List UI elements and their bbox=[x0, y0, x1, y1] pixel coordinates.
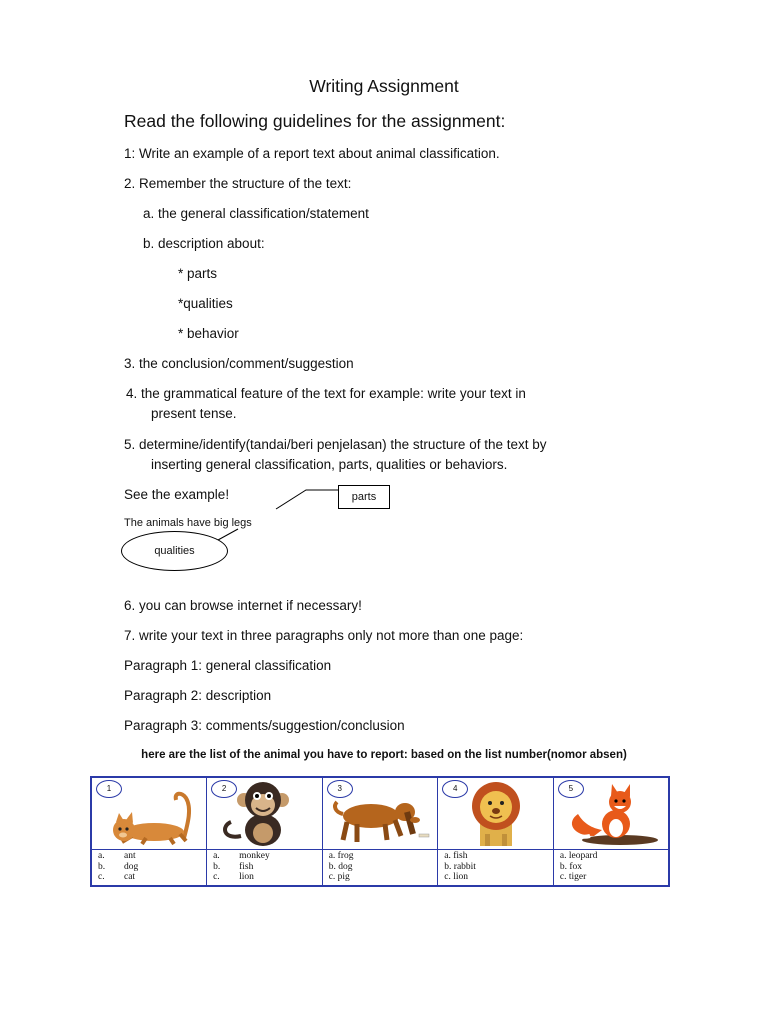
option-item: c. lion bbox=[213, 872, 254, 882]
option-item: a. fish bbox=[444, 851, 468, 861]
options-cell-1 bbox=[91, 850, 207, 886]
group-number: 1 bbox=[96, 780, 122, 798]
group-number: 5 bbox=[558, 780, 584, 798]
step-6: 6. you can browse internet if necessary! bbox=[124, 598, 362, 613]
option-item: c. lion bbox=[444, 872, 469, 882]
step-2a: a. the general classification/statement bbox=[143, 206, 369, 221]
paragraph-2: Paragraph 2: description bbox=[124, 688, 272, 703]
option-item: b. fox bbox=[559, 861, 583, 872]
options-cell-3 bbox=[322, 850, 438, 886]
option-item: a. leopard bbox=[559, 851, 598, 861]
option-item: a. ant bbox=[98, 851, 136, 861]
option-item: c. pig bbox=[328, 872, 350, 882]
group-number: 2 bbox=[211, 780, 237, 798]
step-1: 1: Write an example of a report text about animal classification. bbox=[124, 146, 500, 161]
group-number: 3 bbox=[327, 780, 353, 798]
step-5-line-2: inserting general classification, parts, qualities or behaviors. bbox=[151, 457, 508, 472]
option-item: b. dog bbox=[328, 861, 353, 872]
example-sentence: The animals have big legs bbox=[124, 517, 252, 529]
paragraph-1: Paragraph 1: general classification bbox=[124, 658, 332, 673]
bullet-parts: * parts bbox=[178, 266, 218, 281]
step-3: 3. the conclusion/comment/suggestion bbox=[124, 356, 354, 371]
options-cell-2 bbox=[207, 850, 323, 886]
animal-cell-3 bbox=[322, 777, 438, 850]
options-row bbox=[91, 850, 669, 886]
bullet-qualities: *qualities bbox=[178, 296, 233, 311]
step-4-line-2: present tense. bbox=[151, 406, 237, 421]
option-item: b. rabbit bbox=[444, 861, 476, 872]
option-item: b. dog bbox=[98, 861, 139, 872]
page-title: Writing Assignment bbox=[309, 76, 459, 96]
animal-cell-5 bbox=[553, 777, 669, 850]
animal-cell-1 bbox=[91, 777, 207, 850]
bullet-behavior: * behavior bbox=[178, 326, 239, 341]
step-4-line-1: 4. the grammatical feature of the text for example: write your text in bbox=[126, 386, 526, 401]
option-item: c. tiger bbox=[559, 872, 587, 882]
option-item: a. frog bbox=[328, 851, 354, 861]
option-item: b. fish bbox=[213, 861, 254, 872]
paragraph-3: Paragraph 3: comments/suggestion/conclusion bbox=[124, 718, 405, 733]
option-item: a. monkey bbox=[213, 851, 270, 861]
see-example: See the example! bbox=[124, 487, 230, 502]
animal-cell-2 bbox=[207, 777, 323, 850]
step-7: 7. write your text in three paragraphs only not more than one page: bbox=[124, 628, 524, 643]
animal-list-heading: here are the list of the animal you have to report: based on the list number(nomor absen) bbox=[141, 749, 627, 761]
step-2: 2. Remember the structure of the text: bbox=[124, 176, 352, 191]
step-5-line-1: 5. determine/identify(tandai/beri penjelasan) the structure of the text by bbox=[124, 437, 547, 452]
group-number: 4 bbox=[442, 780, 468, 798]
options-cell-5 bbox=[553, 850, 669, 886]
intro-heading: Read the following guidelines for the assignment: bbox=[124, 111, 506, 131]
callout-qualities-ellipse: qualities bbox=[121, 531, 228, 571]
options-cell-4 bbox=[438, 850, 554, 886]
image-row bbox=[91, 777, 669, 850]
callout-parts-box: parts bbox=[338, 485, 390, 509]
animal-table bbox=[90, 776, 670, 887]
option-item: c. cat bbox=[98, 872, 136, 882]
step-2b: b. description about: bbox=[143, 236, 265, 251]
animal-cell-4 bbox=[438, 777, 554, 850]
